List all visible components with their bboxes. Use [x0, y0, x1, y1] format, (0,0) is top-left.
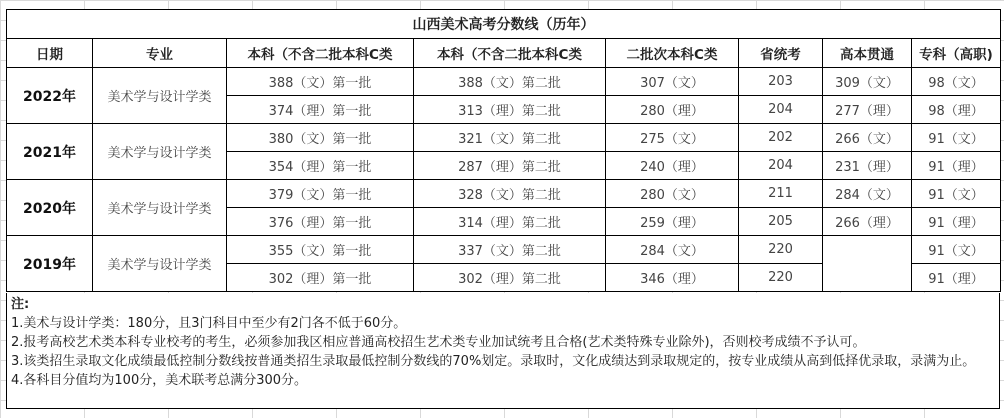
- provincial-exam-cell: 220: [739, 264, 823, 292]
- major-cell: 美术学与设计学类: [93, 124, 227, 180]
- vocational-cell: 91（文）: [912, 236, 1001, 264]
- notes-title: 注:: [11, 297, 30, 312]
- second-batch-c-cell: 284（文）: [606, 236, 739, 264]
- year-cell: 2019年: [7, 236, 93, 292]
- table-title: 山西美术高考分数线（历年）: [7, 10, 1001, 39]
- provincial-exam-cell: 204: [739, 152, 823, 180]
- notes-section: [6, 293, 1000, 409]
- undergrad-a-cell: 374（理）第一批: [227, 96, 414, 124]
- second-batch-c-cell: 259（理）: [606, 208, 739, 236]
- major-cell: 美术学与设计学类: [93, 236, 227, 292]
- undergrad-b-cell: 388（文）第二批: [414, 68, 606, 96]
- high-undergrad-cell: 277（理）: [823, 96, 912, 124]
- note-line: 2.报考高校艺术类本科专业校考的考生，必须参加我区相应普通高校招生艺术类专业加试统考且合格(艺术类特殊专业除外)，否则校考成绩不予认可。: [11, 335, 866, 350]
- undergrad-a-cell: 388（文）第一批: [227, 68, 414, 96]
- undergrad-a-cell: 379（文）第一批: [227, 180, 414, 208]
- major-cell: 美术学与设计学类: [93, 68, 227, 124]
- year-cell: 2022年: [7, 68, 93, 124]
- provincial-exam-cell: 204: [739, 96, 823, 124]
- provincial-exam-cell: 211: [739, 180, 823, 208]
- second-batch-c-cell: 240（理）: [606, 152, 739, 180]
- undergrad-a-cell: 302（理）第一批: [227, 264, 414, 292]
- provincial-exam-cell: 220: [739, 236, 823, 264]
- header-undergrad-a: 本科（不含二批本科C类: [227, 39, 414, 68]
- undergrad-a-cell: 354（理）第一批: [227, 152, 414, 180]
- undergrad-b-cell: 287（理）第二批: [414, 152, 606, 180]
- undergrad-b-cell: 314（理）第二批: [414, 208, 606, 236]
- provincial-exam-cell: 202: [739, 124, 823, 152]
- undergrad-b-cell: 337（文）第二批: [414, 236, 606, 264]
- vocational-cell: 91（文）: [912, 180, 1001, 208]
- table-row: [7, 68, 1001, 96]
- note-line: 4.各科目分值均为100分，美术联考总满分300分。: [11, 373, 308, 388]
- high-undergrad-cell: 266（理）: [823, 208, 912, 236]
- year-cell: 2020年: [7, 180, 93, 236]
- second-batch-c-cell: 346（理）: [606, 264, 739, 292]
- undergrad-b-cell: 302（理）第二批: [414, 264, 606, 292]
- vocational-cell: 91（理）: [912, 152, 1001, 180]
- high-undergrad-cell: 231（理）: [823, 152, 912, 180]
- undergrad-a-cell: 380（文）第一批: [227, 124, 414, 152]
- provincial-exam-cell: 205: [739, 208, 823, 236]
- second-batch-c-cell: 280（理）: [606, 96, 739, 124]
- second-batch-c-cell: 280（文）: [606, 180, 739, 208]
- header-provincial-exam: 省统考: [739, 39, 823, 68]
- table-row: [7, 124, 1001, 152]
- note-line: 3.该类招生录取文化成绩最低控制分数线按普通类招生录取最低控制分数线的70%划定。录取时，文化成绩达到录取规定的，按专业成绩从高到低择优录取，录满为止。: [11, 354, 976, 369]
- second-batch-c-cell: 307（文）: [606, 68, 739, 96]
- undergrad-a-cell: 376（理）第一批: [227, 208, 414, 236]
- vocational-cell: 98（理）: [912, 96, 1001, 124]
- vocational-cell: 98（文）: [912, 68, 1001, 96]
- score-table: [6, 9, 1001, 292]
- provincial-exam-cell: 203: [739, 68, 823, 96]
- undergrad-b-cell: 313（理）第二批: [414, 96, 606, 124]
- header-high-undergrad: 高本贯通: [823, 39, 912, 68]
- header-major: 专业: [93, 39, 227, 68]
- header-date: 日期: [7, 39, 93, 68]
- note-line: 1.美术与设计学类：180分，且3门科目中至少有2门各不低于60分。: [11, 316, 407, 331]
- header-row: [7, 39, 1001, 68]
- major-cell: 美术学与设计学类: [93, 180, 227, 236]
- table-row: [7, 180, 1001, 208]
- undergrad-b-cell: 328（文）第二批: [414, 180, 606, 208]
- high-undergrad-cell: 266（文）: [823, 124, 912, 152]
- vocational-cell: 91（理）: [912, 264, 1001, 292]
- year-cell: 2021年: [7, 124, 93, 180]
- second-batch-c-cell: 275（文）: [606, 124, 739, 152]
- vocational-cell: 91（文）: [912, 124, 1001, 152]
- high-undergrad-cell: 309（文）: [823, 68, 912, 96]
- header-undergrad-b: 本科（不含二批本科C类: [414, 39, 606, 68]
- undergrad-a-cell: 355（文）第一批: [227, 236, 414, 264]
- header-vocational: 专科（高职): [912, 39, 1001, 68]
- table-row: [7, 236, 1001, 264]
- high-undergrad-cell: [823, 236, 912, 292]
- undergrad-b-cell: 321（文）第二批: [414, 124, 606, 152]
- vocational-cell: 91（理）: [912, 208, 1001, 236]
- header-second-batch-c: 二批次本科C类: [606, 39, 739, 68]
- high-undergrad-cell: 284（文）: [823, 180, 912, 208]
